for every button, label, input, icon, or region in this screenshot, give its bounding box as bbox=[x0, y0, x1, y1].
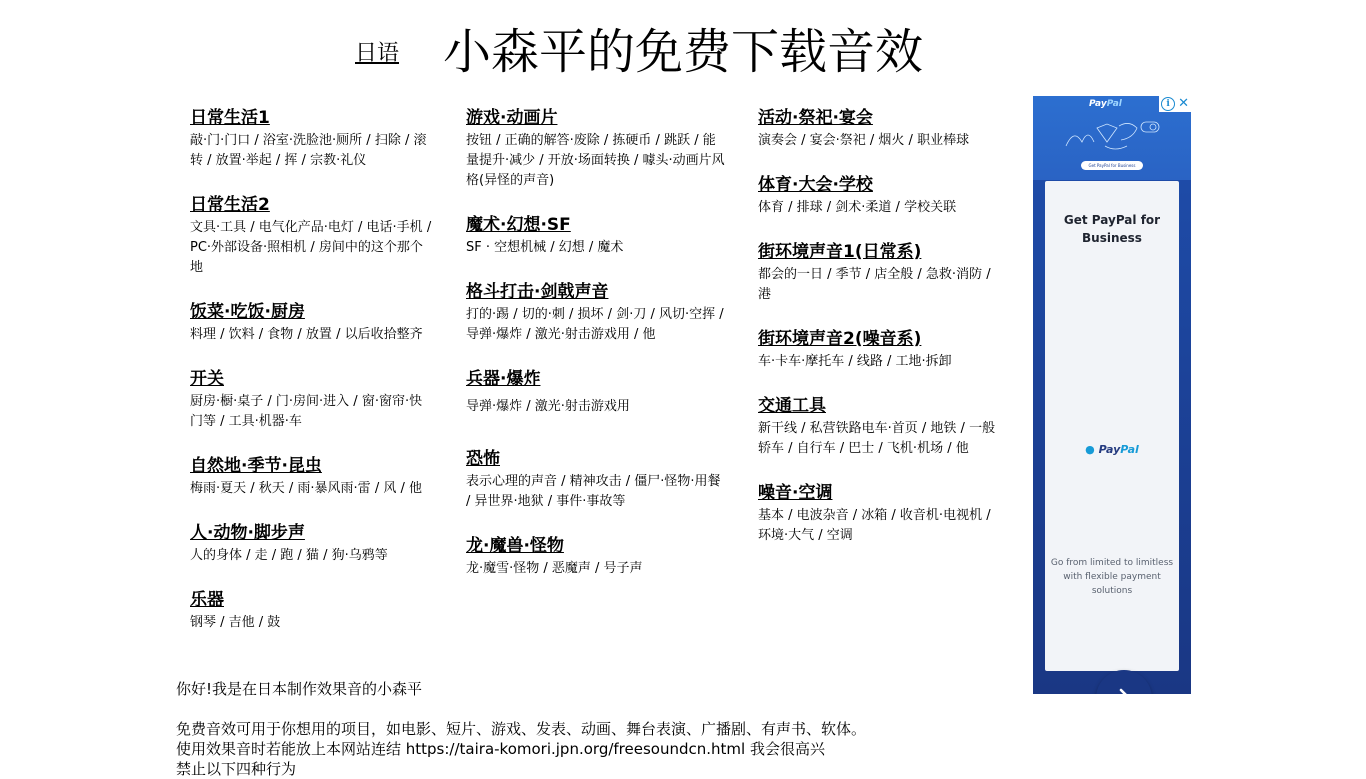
category-link[interactable]: 噪音·空调 bbox=[758, 483, 833, 503]
category-description: 新干线 / 私营铁路电车·首页 / 地铁 / 一般轿车 / 自行车 / 巴士 / 飞机·机场 / 他 bbox=[758, 421, 996, 456]
category-link[interactable]: 体育·大会·学校 bbox=[758, 175, 873, 195]
category-description: 演奏会 / 宴会·祭祀 / 烟火 / 职业棒球 bbox=[758, 133, 970, 148]
category-item bbox=[190, 521, 435, 566]
category-description: 料理 / 饮料 / 食物 / 放置 / 以后收拾整齐 bbox=[190, 327, 423, 342]
intro-text bbox=[176, 679, 936, 779]
page-header bbox=[0, 22, 1366, 82]
ad-subtext: Go from limited to limitless with flexible payment solutions bbox=[1050, 558, 1174, 596]
category-link[interactable]: 魔术·幻想·SF bbox=[466, 215, 571, 235]
category-link[interactable]: 交通工具 bbox=[758, 396, 826, 416]
category-item bbox=[758, 394, 1003, 459]
category-description: 车·卡车·摩托车 / 线路 / 工地·拆卸 bbox=[758, 354, 952, 369]
category-link[interactable]: 兵器·爆炸 bbox=[466, 369, 541, 389]
category-column-1 bbox=[190, 106, 435, 655]
category-link[interactable]: 街环境声音1(日常系) bbox=[758, 242, 922, 262]
category-item bbox=[190, 588, 435, 633]
category-item bbox=[190, 300, 435, 345]
ad-headline: Get PayPal for Business bbox=[1063, 213, 1161, 245]
category-description: 导弹·爆炸 / 激光·射击游戏用 bbox=[466, 399, 630, 414]
category-item bbox=[190, 367, 435, 432]
category-description: 钢琴 / 吉他 / 鼓 bbox=[190, 615, 281, 630]
paypal-logo-small: PayPal bbox=[1089, 99, 1122, 109]
category-link[interactable]: 自然地·季节·昆虫 bbox=[190, 456, 322, 476]
category-description: 梅雨·夏天 / 秋天 / 雨·暴风雨·雷 / 风 / 他 bbox=[190, 481, 422, 496]
category-column-2 bbox=[466, 106, 726, 601]
category-link[interactable]: 乐器 bbox=[190, 590, 224, 610]
category-item bbox=[190, 193, 435, 278]
category-item bbox=[466, 280, 726, 345]
category-link[interactable]: 开关 bbox=[190, 369, 224, 389]
category-description: SF · 空想机械 / 幻想 / 魔术 bbox=[466, 240, 624, 255]
intro-prohibited: 禁止以下四种行为 bbox=[176, 760, 297, 778]
category-item bbox=[190, 454, 435, 499]
advertisement-banner[interactable] bbox=[1033, 96, 1191, 694]
category-description: 敲·门·门口 / 浴室·洗脸池·厕所 / 扫除 / 滚转 / 放置·举起 / 挥 / 宗教·礼仪 bbox=[190, 133, 427, 168]
category-item bbox=[190, 106, 435, 171]
category-description: 按钮 / 正确的解答·废除 / 拣硬币 / 跳跃 / 能量提升·减少 / 开放·场面转换 / 噱头·动画片风格(异怪的声音) bbox=[466, 133, 725, 188]
category-description: 基本 / 电波杂音 / 冰箱 / 收音机·电视机 / 环境·大气 / 空调 bbox=[758, 508, 991, 543]
ad-choices[interactable] bbox=[1159, 96, 1191, 112]
category-description: 体育 / 排球 / 剑术·柔道 / 学校关联 bbox=[758, 200, 957, 215]
category-description: 人的身体 / 走 / 跑 / 猫 / 狗·乌鸦等 bbox=[190, 548, 388, 563]
hands-illustration-icon bbox=[1061, 116, 1165, 156]
category-link[interactable]: 活动·祭祀·宴会 bbox=[758, 108, 873, 128]
category-link[interactable]: 日常生活1 bbox=[190, 108, 270, 128]
page-title: 小森平的免费下载音效 bbox=[443, 24, 924, 80]
category-item bbox=[758, 481, 1003, 546]
paypal-logo-icon: ● PayPal bbox=[1085, 443, 1139, 456]
ad-mini-cta-button[interactable]: Get PayPal for Business bbox=[1081, 161, 1143, 170]
category-item bbox=[758, 173, 1003, 218]
category-description: 表示心理的声音 / 精神攻击 / 僵尸·怪物·用餐 / 异世界·地狱 / 事件·事故等 bbox=[466, 474, 721, 509]
category-description: 厨房·橱·桌子 / 门·房间·进入 / 窗·窗帘·快门等 / 工具·机器·车 bbox=[190, 394, 423, 429]
ad-info-icon[interactable]: i bbox=[1161, 97, 1175, 111]
intro-greeting: 你好!我是在日本制作效果音的小森平 bbox=[176, 680, 423, 698]
ad-next-button[interactable] bbox=[1096, 670, 1152, 694]
category-column-3 bbox=[758, 106, 1003, 568]
category-item bbox=[466, 106, 726, 191]
chevron-right-icon bbox=[1113, 687, 1135, 694]
language-link-japanese[interactable]: 日语 bbox=[355, 41, 400, 66]
category-link[interactable]: 人·动物·脚步声 bbox=[190, 523, 305, 543]
intro-link-request: 使用效果音时若能放上本网站连结 https://taira-komori.jpn.org/freesoundcn.html 我会很高兴 bbox=[176, 740, 825, 758]
category-link[interactable]: 游戏·动画片 bbox=[466, 108, 558, 128]
category-link[interactable]: 街环境声音2(噪音系) bbox=[758, 329, 922, 349]
category-item bbox=[758, 106, 1003, 151]
category-item bbox=[466, 367, 726, 417]
category-link[interactable]: 日常生活2 bbox=[190, 195, 270, 215]
category-link[interactable]: 饭菜·吃饭·厨房 bbox=[190, 302, 305, 322]
category-item bbox=[758, 240, 1003, 305]
ad-card[interactable] bbox=[1045, 181, 1179, 671]
category-link[interactable]: 龙·魔兽·怪物 bbox=[466, 536, 564, 556]
category-item bbox=[758, 327, 1003, 372]
category-description: 龙·魔雪·怪物 / 恶魔声 / 号子声 bbox=[466, 561, 643, 576]
category-description: 都会的一日 / 季节 / 店全般 / 急救·消防 / 港 bbox=[758, 267, 991, 302]
ad-close-icon[interactable]: ✕ bbox=[1178, 96, 1189, 111]
category-description: 文具·工具 / 电气化产品·电灯 / 电话·手机 / PC·外部设备·照相机 / 房间中的这个那个地 bbox=[190, 220, 432, 275]
intro-usage: 免费音效可用于你想用的项目，如电影、短片、游戏、发表、动画、舞台表演、广播剧、有声书、软体。 bbox=[176, 720, 867, 738]
category-description: 打的·踢 / 切的·刺 / 损坏 / 剑·刀 / 风切·空挥 / 导弹·爆炸 / 激光·射击游戏用 / 他 bbox=[466, 307, 724, 342]
category-item bbox=[466, 534, 726, 579]
category-link[interactable]: 恐怖 bbox=[466, 449, 500, 469]
category-item bbox=[466, 213, 726, 258]
category-item bbox=[466, 447, 726, 512]
category-link[interactable]: 格斗打击·剑戟声音 bbox=[466, 282, 609, 302]
